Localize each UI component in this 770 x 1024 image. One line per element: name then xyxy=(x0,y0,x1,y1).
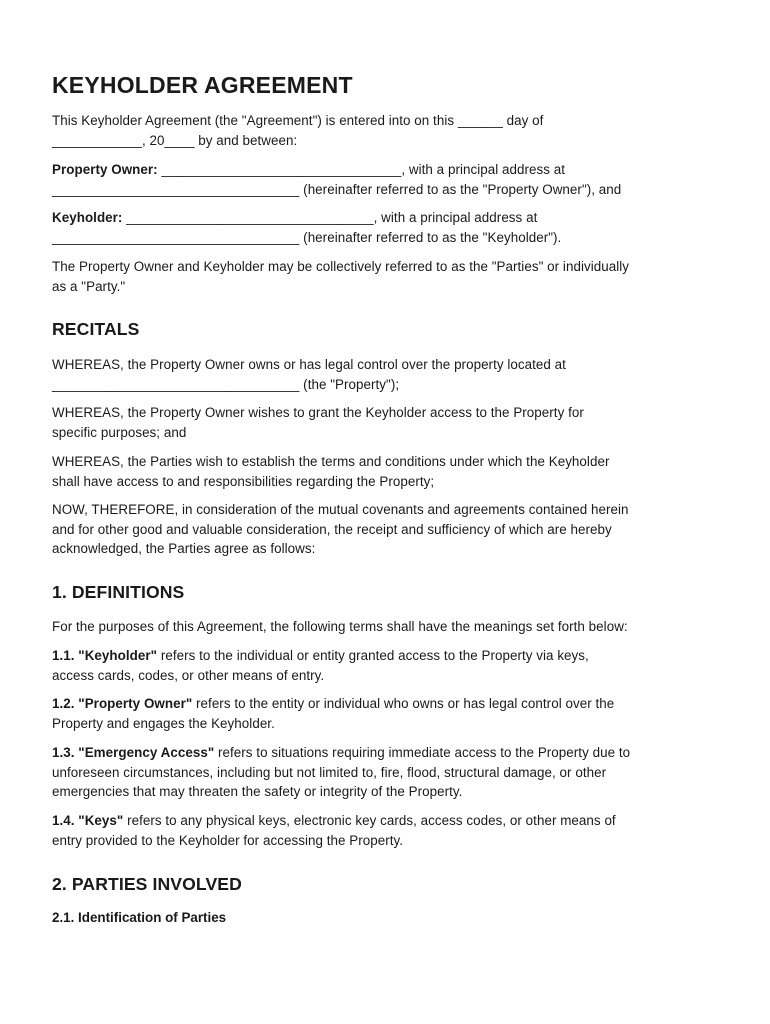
definition-item xyxy=(52,743,724,802)
property-owner-line-1 xyxy=(52,160,724,180)
intro-line-1: This Keyholder Agreement (the "Agreement") is entered into on this ______ day of xyxy=(52,113,544,128)
definition-term: 1.1. "Keyholder" xyxy=(52,648,158,663)
now-therefore-line-3: acknowledged, the Parties agree as follows: xyxy=(52,541,316,557)
parties-note-line-2: as a "Party." xyxy=(52,278,126,294)
definition-term: 1.3. "Emergency Access" xyxy=(52,745,215,760)
whereas-1-line-1: WHEREAS, the Property Owner owns or has legal control over the property located at xyxy=(52,357,566,372)
whereas-1-paragraph xyxy=(52,355,724,394)
identification-of-parties-heading: 2.1. Identification of Parties xyxy=(52,910,227,925)
now-therefore-line-2: and for other good and valuable consideration, the receipt and sufficiency of which are hereby xyxy=(52,521,612,537)
whereas-3-paragraph xyxy=(52,452,724,491)
property-owner-line-1-text: ________________________________, with a principal address at xyxy=(157,162,566,177)
definition-line-1 xyxy=(52,646,724,666)
keyholder-line-2: _________________________________ (hereinafter referred to as the "Keyholder"). xyxy=(52,229,562,245)
whereas-2-paragraph xyxy=(52,403,724,442)
definition-line-2: Property and engages the Keyholder. xyxy=(52,715,275,731)
definition-line-1 xyxy=(52,743,724,763)
document-title: KEYHOLDER AGREEMENT xyxy=(52,72,353,98)
whereas-3-line-1: WHEREAS, the Parties wish to establish the terms and conditions under which the Keyholder xyxy=(52,454,610,469)
definition-line-2: access cards, codes, or other means of entry. xyxy=(52,667,325,683)
definitions-intro-line: For the purposes of this Agreement, the following terms shall have the meanings set forth below: xyxy=(52,619,628,634)
whereas-2-line-1: WHEREAS, the Property Owner wishes to grant the Keyholder access to the Property for xyxy=(52,405,584,420)
keyholder-line-1-text: _________________________________, with a principal address at xyxy=(122,210,538,225)
whereas-1-line-2: _________________________________ (the "Property"); xyxy=(52,376,400,392)
definition-item xyxy=(52,811,724,850)
definition-line-2: unforeseen circumstances, including but not limited to, fire, flood, structural damage, or other xyxy=(52,764,607,780)
definition-item xyxy=(52,694,724,733)
definition-text: refers to any physical keys, electronic key cards, access codes, or other means of xyxy=(123,813,616,828)
definition-term: 1.4. "Keys" xyxy=(52,813,124,828)
now-therefore-paragraph xyxy=(52,500,724,559)
keyholder-label: Keyholder: xyxy=(52,210,123,225)
parties-note-line-1: The Property Owner and Keyholder may be collectively referred to as the "Parties" or individually xyxy=(52,259,630,274)
definition-text: refers to situations requiring immediate access to the Property due to xyxy=(214,745,631,760)
keyholder-line-1 xyxy=(52,208,724,228)
definitions-intro xyxy=(52,617,724,637)
whereas-3-line-2: shall have access to and responsibilities regarding the Property; xyxy=(52,473,435,489)
definition-line-2: entry provided to the Keyholder for accessing the Property. xyxy=(52,832,404,848)
definition-line-1 xyxy=(52,694,724,714)
definition-text: refers to the individual or entity granted access to the Property via keys, xyxy=(157,648,589,663)
intro-line-2: ____________, 20____ by and between: xyxy=(52,132,298,148)
definition-item xyxy=(52,646,724,685)
definitions-heading: 1. DEFINITIONS xyxy=(52,582,185,602)
property-owner-line-2: _________________________________ (hereinafter referred to as the "Property Owner"), and xyxy=(52,181,622,197)
definition-line-3: emergencies that may threaten the safety or integrity of the Property. xyxy=(52,784,463,800)
recitals-heading: RECITALS xyxy=(52,319,140,339)
property-owner-label: Property Owner: xyxy=(52,162,158,177)
parties-note-paragraph xyxy=(52,257,724,296)
parties-involved-heading: 2. PARTIES INVOLVED xyxy=(52,874,242,894)
whereas-2-line-2: specific purposes; and xyxy=(52,424,187,440)
keyholder-paragraph xyxy=(52,208,724,247)
definition-term: 1.2. "Property Owner" xyxy=(52,696,193,711)
now-therefore-line-1: NOW, THEREFORE, in consideration of the mutual covenants and agreements contained herein xyxy=(52,502,629,517)
property-owner-paragraph xyxy=(52,160,724,199)
definition-line-1 xyxy=(52,811,724,831)
intro-paragraph xyxy=(52,111,724,150)
definition-text: refers to the entity or individual who owns or has legal control over the xyxy=(192,696,615,711)
